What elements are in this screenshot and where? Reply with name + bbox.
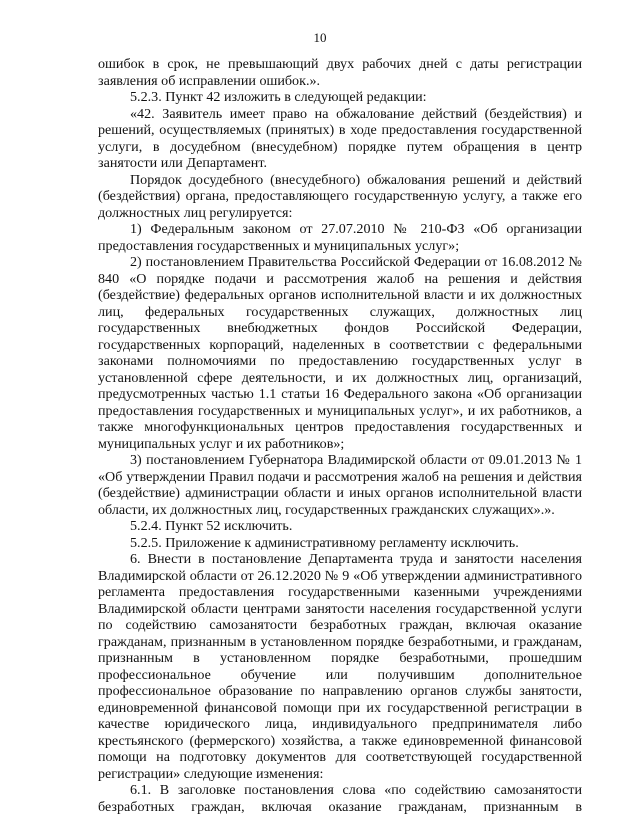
paragraph-5: 1) Федеральным законом от 27.07.2010 № 210-ФЗ «Об организации предоставления государственных и муниципальных услуг»;	[98, 221, 582, 254]
paragraph-1: ошибок в срок, не превышающий двух рабочих дней с даты регистрации заявления об исправлении ошибок.».	[98, 56, 582, 89]
paragraph-3: «42. Заявитель имеет право на обжалование действий (бездействия) и решений, осуществляемых (принятых) в ходе предоставления государственной услуги, в досудебном (внесудебном) порядке путем обращения в центр занятости или Департамент.	[98, 105, 582, 171]
paragraph-2: 5.2.3. Пункт 42 изложить в следующей редакции:	[130, 89, 427, 105]
paragraph-8: 5.2.4. Пункт 52 исключить.	[130, 518, 293, 534]
page-number: 10	[313, 30, 327, 45]
paragraph-7: 3) постановлением Губернатора Владимирской области от 09.01.2013 № 1 «Об утверждении Правил подачи и рассмотрения жалоб на решения и действия (бездействие) администрации области и иных органов исполнительной власти области, их должностных лиц, государственных гражданских служащих».».	[98, 452, 582, 518]
paragraph-11: 6.1. В заголовке постановления слова «по содействию самозанятости безработных граждан, включая оказание гражданам, признанным в	[98, 782, 582, 815]
document-body	[98, 56, 582, 815]
paragraph-4: Порядок досудебного (внесудебного) обжалования решений и действий (бездействия) органа, предоставляющего государственную услугу, а также его должностных лиц регулируется:	[98, 171, 582, 221]
paragraph-6: 2) постановлением Правительства Российской Федерации от 16.08.2012 № 840 «О порядке подачи и рассмотрения жалоб на решения и действия (бездействие) федеральных органов исполнительной власти и их должностных лиц, федеральных государственных служащих, должностных лиц государственных внебюджетных фондов Российской Федерации, государственных корпораций, наделенных в соответствии с федеральными законами полномочиями по предоставлению государственных услуг в установленной сфере деятельности, и их должностных лиц, организаций, предусмотренных частью 1.1 статьи 16 Федерального закона «Об организации предоставления государственных и муниципальных услуг», и их работников, а также многофункциональных центров предоставления государственных и муниципальных услуг и их работников»;	[98, 254, 582, 452]
paragraph-9: 5.2.5. Приложение к административному регламенту исключить.	[130, 534, 519, 551]
paragraph-10: 6. Внести в постановление Департамента труда и занятости населения Владимирской области от 26.12.2020 № 9 «Об утверждении административного регламента предоставления государственными казенными учреждениями Владимирской области центрами занятости населения государственной услуги по содействию самозанятости безработных граждан, включая оказание гражданам, признанным в установленном порядке безработными, и гражданам, признанным в установленном порядке безработными, прошедшим профессиональное обучение или получившим дополнительное профессиональное образование по направлению органов службы занятости, единовременной финансовой помощи при их государственной регистрации в качестве юридического лица, индивидуального предпринимателя либо крестьянского (фермерского) хозяйства, а также единовременной финансовой помощи на подготовку документов для соответствующей государственной регистрации» следующие изменения:	[98, 551, 582, 782]
